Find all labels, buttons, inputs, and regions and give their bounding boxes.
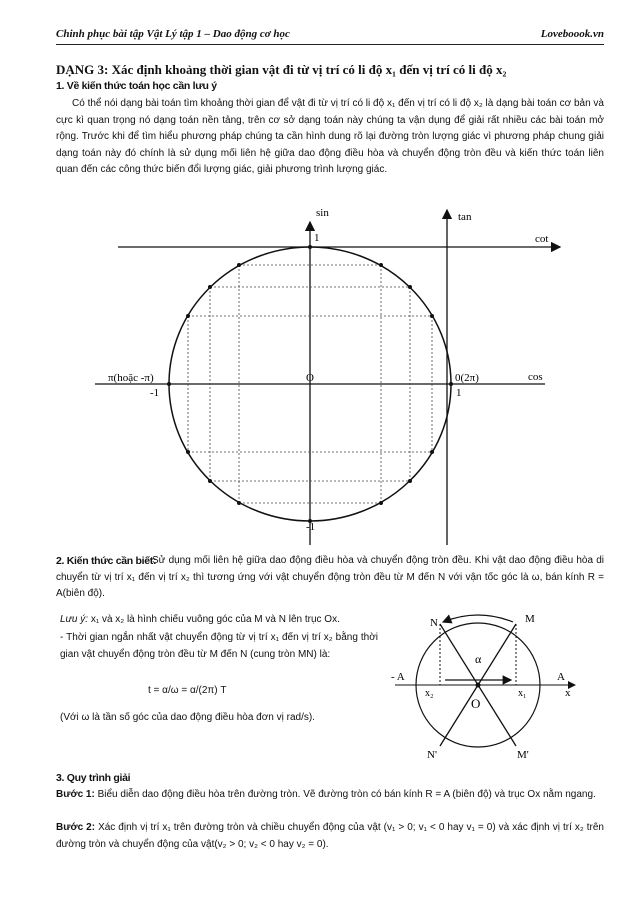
fig-M: M	[525, 613, 535, 625]
cos-label: cos	[528, 371, 543, 383]
bottom-minus-one-label: -1	[306, 521, 316, 533]
fig-M-prime: M'	[517, 749, 529, 761]
section3-heading: 3. Quy trình giải	[56, 772, 131, 784]
minus-one-label: -1	[150, 387, 160, 399]
step1-label: Bước 1:	[56, 789, 95, 800]
step1-text: Biểu diễn dao động điều hòa trên đường tròn. Vẽ đường tròn có bán kính R = A (biên độ) và trục Ox nằm ngang.	[97, 789, 596, 800]
section1-body: Có thể nói dạng bài toán tìm khoảng thời gian để vật đi từ vị trí có li độ x₁ đến vị trí có li độ x₂ là dạng bài toán cơ bản và cực kì quan trọng nó dạng toán nền tảng, trên cơ sở dạng toán này chúng ta vận dụng để giải rất nhiều các bài toán mở rộng. Trước khi để tìm hiểu phương pháp chúng ta cần hình dung rõ lại đường tròn lượng giác vì phương pháp chung giải dạng toán này đó chính là sử dụng mối liên hệ giữa dao động điều hòa và chuyển động tròn đều và kiến thức toán liên quan đến các công thức biến đổi lượng giác, giải phương trình lượng giác.	[56, 98, 604, 175]
section-title: DẠNG 3: Xác định khoảng thời gian vật đi từ vị trí có li độ x₁ đến vị trí có li độ x₂	[56, 62, 507, 77]
time-formula: t = α/ω = α/(2π) T	[148, 685, 227, 696]
tan-label: tan	[458, 211, 472, 223]
fig-O: O	[471, 696, 481, 711]
note-label: Lưu ý:	[60, 614, 89, 625]
motion-figure	[385, 610, 585, 765]
cot-label: cot	[535, 233, 549, 245]
step2-label: Bước 2:	[56, 822, 96, 833]
pi-label: π(hoặc -π)	[108, 372, 154, 384]
one-label: 1	[456, 387, 462, 399]
fig-A: A	[557, 671, 565, 683]
omega-note: (Với ω là tần số góc của dao động điều hòa đơn vị rad/s).	[60, 712, 315, 723]
zero-label: 0(2π)	[455, 372, 479, 384]
fig-alpha: α	[475, 652, 482, 666]
header-title: Chinh phục bài tập Vật Lý tập 1 – Dao động cơ học	[56, 28, 290, 40]
section2-note	[60, 612, 380, 629]
top-one-label: 1	[314, 232, 320, 244]
header-site: Loveboook.vn	[540, 28, 604, 40]
origin-label: O	[306, 372, 314, 384]
step2-text: Xác định vị trí x₁ trên đường tròn và chiều chuyển động của vật (v₁ > 0; v₁ < 0 hay v₁ = 0) và xác định vị trí x₂ trên đường tròn và chuyển động của vật(v₂ > 0; v₂ < 0 hay v₂ = 0).	[56, 822, 604, 850]
fig-x2: x₂	[425, 688, 434, 699]
note-text-1: x₁ và x₂ là hình chiếu vuông góc của M và N lên trục Ox.	[90, 614, 340, 625]
sin-label: sin	[316, 207, 329, 219]
step1	[56, 787, 604, 804]
fig-minus-A: - A	[391, 671, 405, 683]
fig-x: x	[565, 687, 571, 699]
step2	[56, 820, 604, 853]
section2-heading: 2. Kiến thức cần biết:	[56, 555, 157, 567]
note-text-2: - Thời gian ngắn nhất vật chuyển động từ vị trí x₁ đến vị trí x₂ bằng thời gian vật chuyển động tròn đều từ M đến N (cung tròn MN) là:	[60, 632, 378, 660]
section2-body: Sử dụng mối liên hệ giữa dao động điều hòa và chuyển động tròn đều. Khi vật dao động điều hòa di chuyển từ vị trí x₁ đến vị trí x₂ thì tương ứng với vật chuyển động tròn đều từ M đến N với vận tốc góc là ω, bán kính R = A(biên độ).	[56, 555, 604, 599]
section1-heading: 1. Về kiến thức toán học cần lưu ý	[56, 80, 217, 92]
fig-x1: x₁	[518, 688, 527, 699]
fig-N-prime: N'	[427, 749, 437, 761]
fig-N: N	[430, 617, 438, 629]
